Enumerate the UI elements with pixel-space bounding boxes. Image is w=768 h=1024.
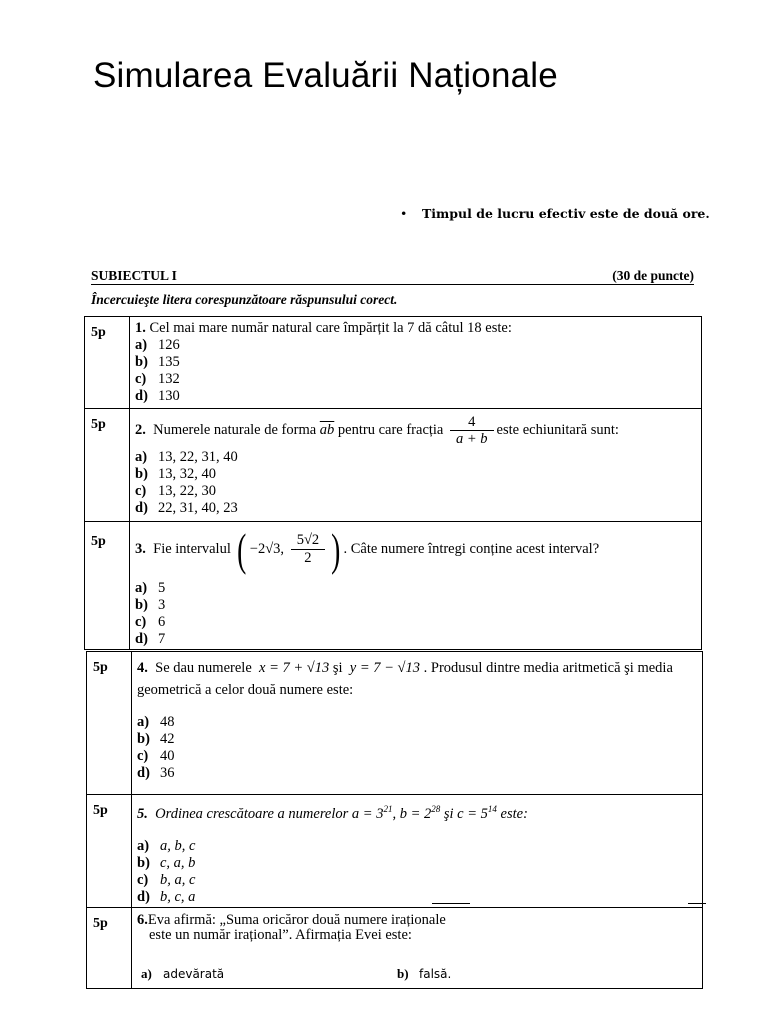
option-a[interactable]: a) 13, 22, 31, 40 — [135, 449, 238, 465]
option-c[interactable]: c) 40 — [137, 748, 175, 764]
scan-mark — [432, 903, 470, 904]
fraction: $\frac{4}{a + b}$ — [450, 414, 494, 447]
option-d[interactable]: d) 36 — [137, 765, 175, 781]
time-note — [400, 206, 710, 221]
time-note-text: Timpul de lucru efectiv este de două ore. — [422, 206, 710, 221]
option-a[interactable]: a) 5 — [135, 580, 166, 596]
question-text: 4. Se dau numerele x = 7 + √13 şi y = 7 − √13 . Produsul dintre media aritmetică şi media — [137, 660, 673, 676]
subject-name: SUBIECTUL I — [91, 268, 177, 283]
option-b[interactable]: b) 13, 32, 40 — [135, 466, 216, 482]
option-c[interactable]: c) 132 — [135, 371, 180, 387]
question-text: 5. Ordinea crescătoare a numerelor $a = 3^{21}$, $b = 2^{28}$ şi $c = 5^{14}$ este: — [137, 804, 528, 822]
question-6 — [86, 907, 703, 989]
fraction: $\frac{5√2}{2}$ — [291, 532, 325, 567]
option-d[interactable]: d) b, c, a — [137, 888, 196, 905]
question-points: 5p — [93, 660, 108, 675]
question-points: 5p — [91, 417, 106, 432]
option-c[interactable]: c) 13, 22, 30 — [135, 483, 216, 499]
option-d[interactable]: d) 130 — [135, 388, 180, 404]
option-a[interactable]: a) 126 — [135, 337, 180, 353]
question-points: 5p — [93, 803, 108, 818]
question-5 — [86, 794, 703, 908]
option-a[interactable]: a) adevărată — [141, 966, 225, 981]
option-b[interactable]: b) 135 — [135, 354, 180, 370]
question-text: 3. Fie intervalul ( −2√3, $\frac{5√2}{2}$ ) . Câte numere întregi conține acest interval? — [135, 523, 600, 575]
question-2 — [84, 408, 702, 522]
option-c[interactable]: c) 6 — [135, 614, 166, 630]
subject-instruction: Încercuieşte litera corespunzătoare răspunsului corect. — [91, 292, 398, 307]
option-b[interactable]: b) 42 — [137, 731, 175, 747]
option-b[interactable]: b) c, a, b — [137, 854, 196, 871]
option-b[interactable]: b) falsă. — [397, 966, 452, 981]
question-3 — [84, 521, 702, 650]
question-text-line2: geometrică a celor două numere este: — [137, 682, 354, 698]
subject-points: (30 de puncte) — [612, 268, 694, 283]
page-title: Simularea Evaluării Naționale — [93, 56, 558, 95]
question-points: 5p — [91, 534, 106, 549]
subject-underline — [91, 284, 694, 285]
question-text: 6.Eva afirmă: „Suma oricăror două numere iraționale — [137, 912, 446, 928]
option-b[interactable]: b) 3 — [135, 597, 166, 613]
bullet-icon: • — [400, 206, 408, 221]
scan-mark — [688, 903, 706, 904]
option-a[interactable]: a) 48 — [137, 714, 175, 730]
option-a[interactable]: a) a, b, c — [137, 837, 196, 854]
question-points: 5p — [93, 916, 108, 931]
option-d[interactable]: d) 7 — [135, 631, 166, 647]
question-text: 1. Cel mai mare număr natural care împărțit la 7 dă câtul 18 este: — [135, 320, 512, 336]
option-d[interactable]: d) 22, 31, 40, 23 — [135, 500, 238, 516]
question-4 — [86, 651, 703, 795]
question-text: 2. Numerele naturale de forma $\overline{ab}$ pentru care fracția $\frac{4}{a + b}$ este echiunitară sunt: — [135, 414, 619, 448]
question-points: 5p — [91, 325, 106, 340]
question-text-line2: este un număr irațional”. Afirmația Evei este: — [149, 927, 412, 943]
question-1 — [84, 316, 702, 409]
option-c[interactable]: c) b, a, c — [137, 871, 196, 888]
subject-header — [91, 268, 694, 284]
